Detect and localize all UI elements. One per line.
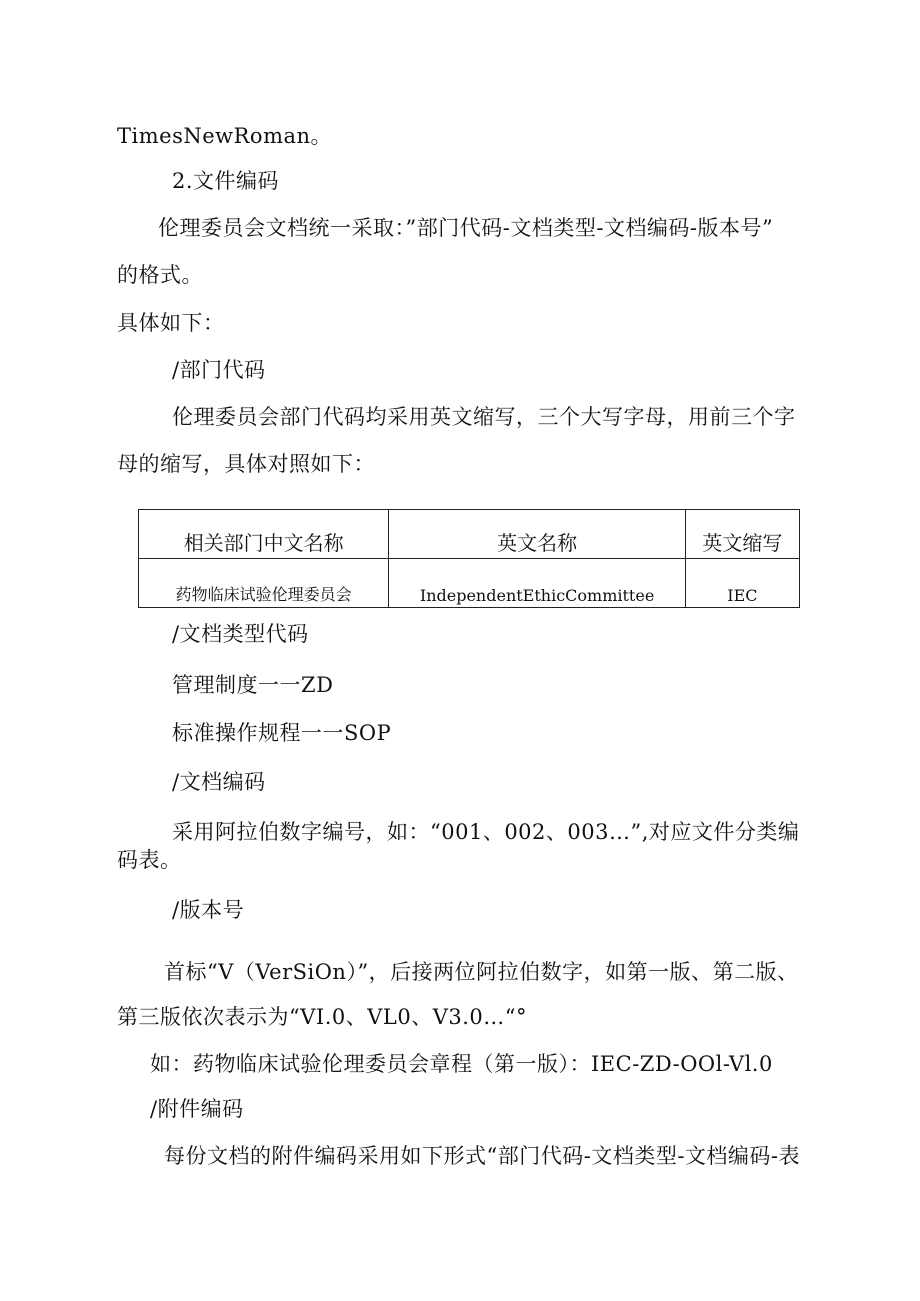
text-line: 标准操作规程一一SOP xyxy=(172,721,392,745)
table-header-row xyxy=(139,510,800,559)
table-row xyxy=(139,559,800,608)
subsection-heading: /附件编码 xyxy=(150,1097,244,1121)
subsection-heading: /部门代码 xyxy=(172,358,266,382)
text-line: TimesNewRoman。 xyxy=(117,124,333,148)
subsection-heading: /版本号 xyxy=(172,898,245,922)
subsection-heading: /文档编码 xyxy=(172,770,266,794)
text-line: 伦理委员会部门代码均采用英文缩写，三个大写字母，用前三个字 xyxy=(172,405,796,429)
subsection-heading: /文档类型代码 xyxy=(172,622,309,646)
table-cell: IndependentEthicCommittee xyxy=(389,559,685,608)
text-line: 的格式。 xyxy=(117,263,203,287)
text-line: 第三版依次表示为“VI.0、VL0、V3.0…“° xyxy=(117,1005,528,1029)
section-heading: 2.文件编码 xyxy=(172,169,280,193)
text-line: 母的缩写，具体对照如下： xyxy=(117,452,375,476)
table-cell: IEC xyxy=(685,559,799,608)
table-header-cell: 相关部门中文名称 xyxy=(139,510,389,559)
table-cell: 药物临床试验伦理委员会 xyxy=(139,559,389,608)
text-line: 伦理委员会文档统一采取：”部门代码-文档类型-文档编码-版本号” xyxy=(158,216,774,240)
department-code-table xyxy=(138,509,800,608)
text-line: 具体如下： xyxy=(117,311,225,335)
text-line: 码表。 xyxy=(117,848,182,872)
table-header-cell: 英文缩写 xyxy=(685,510,799,559)
table-header-cell: 英文名称 xyxy=(389,510,685,559)
text-line: 管理制度一一ZD xyxy=(172,673,334,697)
text-line: 采用阿拉伯数字编号，如：“001、002、003…”,对应文件分类编 xyxy=(172,820,800,844)
text-line: 每份文档的附件编码采用如下形式“部门代码-文档类型-文档编码-表 xyxy=(164,1144,801,1168)
text-line: 首标“V（VerSiOn）”，后接两位阿拉伯数字，如第一版、第二版、 xyxy=(164,960,799,984)
text-line: 如：药物临床试验伦理委员会章程（第一版）：IEC-ZD-OOl-Vl.0 xyxy=(150,1052,773,1076)
